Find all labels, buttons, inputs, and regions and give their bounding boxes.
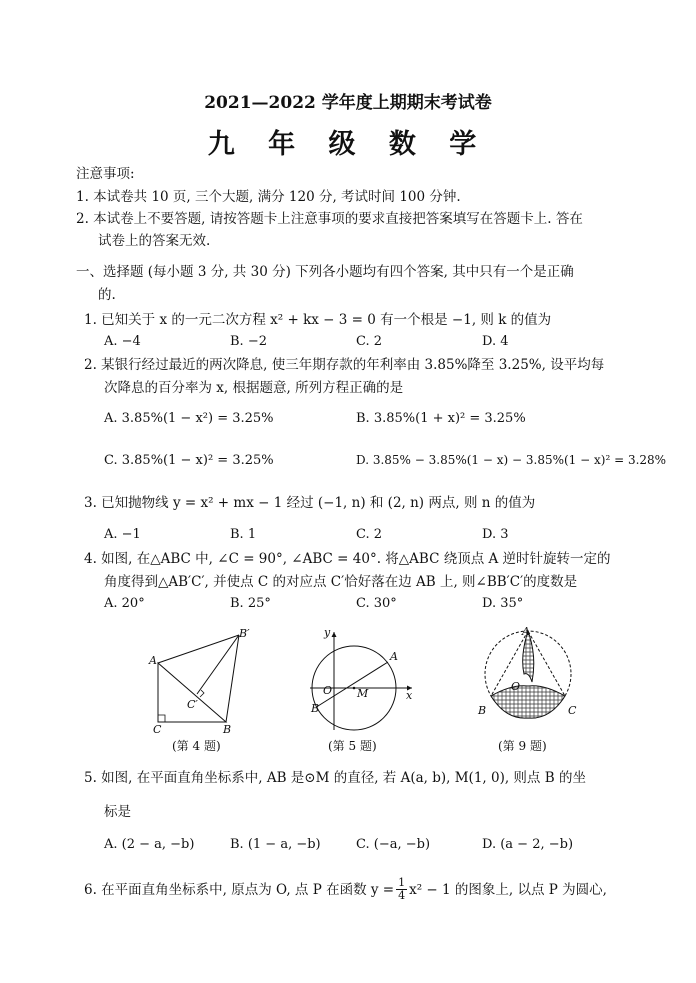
- q2-option-b: B. 3.85%(1 + x)² = 3.25%: [356, 411, 526, 426]
- q2-option-c: C. 3.85%(1 − x)² = 3.25%: [104, 453, 274, 468]
- figure-q9-shaded-circle: [472, 626, 582, 736]
- fig5-label-a: A: [390, 650, 398, 663]
- q1-option-d: D. 4: [482, 334, 509, 349]
- notice-item-1: 1. 本试卷共 10 页, 三个大题, 满分 120 分, 考试时间 100 分钟.: [76, 189, 461, 205]
- q5-option-b: B. (1 − a, −b): [230, 837, 321, 852]
- q4-option-b: B. 25°: [230, 596, 271, 611]
- caption-q4: (第 4 题): [172, 739, 221, 753]
- fig5-label-m: M: [357, 687, 369, 700]
- notice-heading: 注意事项:: [76, 166, 135, 182]
- q3-option-c: C. 2: [356, 527, 383, 542]
- question-3-stem: 3. 已知抛物线 y = x² + mx − 1 经过 (−1, n) 和 (2, n) 两点, 则 n 的值为: [84, 495, 536, 511]
- question-4-stem: 4. 如图, 在△ABC 中, ∠C = 90°, ∠ABC = 40°. 将△ABC 绕顶点 A 逆时针旋转一定的: [84, 551, 611, 567]
- q6-frac-den: 4: [398, 889, 406, 902]
- q6-fraction: [396, 877, 407, 902]
- q2-option-d: D. 3.85% − 3.85%(1 − x) − 3.85%(1 − x)² = 3.28%: [356, 453, 667, 467]
- fig5-label-x: x: [406, 689, 413, 702]
- q6-text-after: x² − 1 的图象上, 以点 P 为圆心,: [409, 881, 607, 898]
- q4-option-d: D. 35°: [482, 596, 524, 611]
- figure-q5-circle: [306, 626, 418, 736]
- question-4-stem-cont: 角度得到△AB′C′, 并使点 C 的对应点 C′恰好落在边 AB 上, 则∠BB′C′的度数是: [104, 574, 578, 590]
- fig9-label-o: O: [511, 680, 521, 693]
- caption-q9: (第 9 题): [498, 739, 547, 753]
- q2-option-a: A. 3.85%(1 − x²) = 3.25%: [104, 411, 274, 426]
- section-1-heading-cont: 的.: [98, 287, 116, 303]
- question-5-stem: 5. 如图, 在平面直角坐标系中, AB 是⊙M 的直径, 若 A(a, b), M(1, 0), 则点 B 的坐: [84, 770, 586, 786]
- caption-q5: (第 5 题): [328, 739, 377, 753]
- q4-option-c: C. 30°: [356, 596, 397, 611]
- q5-option-c: C. (−a, −b): [356, 837, 431, 852]
- fig4-label-b-prime: B′: [239, 627, 250, 640]
- q3-option-d: D. 3: [482, 527, 509, 542]
- q1-option-b: B. −2: [230, 334, 267, 349]
- q5-option-a: A. (2 − a, −b): [104, 837, 195, 852]
- q4-option-a: A. 20°: [104, 596, 145, 611]
- fig4-label-c-prime: C′: [187, 698, 198, 711]
- question-2-stem-cont: 次降息的百分率为 x, 根据题意, 所列方程正确的是: [104, 380, 404, 396]
- q6-frac-num: 1: [398, 876, 406, 889]
- question-6-stem: [84, 877, 607, 902]
- fig9-label-c: C: [568, 704, 577, 717]
- q1-option-c: C. 2: [356, 334, 383, 349]
- exam-title: 2021—2022 学年度上期期末考试卷: [204, 93, 492, 113]
- q5-option-d: D. (a − 2, −b): [482, 837, 574, 852]
- subject-title: 九 年 级 数 学: [207, 129, 489, 160]
- notice-item-2: 2. 本试卷上不要答题, 请按答题卡上注意事项的要求直接把答案填写在答题卡上. 答在: [76, 211, 583, 227]
- fig4-label-c: C: [153, 723, 162, 736]
- q3-option-a: A. −1: [104, 527, 141, 542]
- fig4-label-b: B: [223, 723, 232, 736]
- fig9-label-a: A: [522, 626, 530, 638]
- fig5-label-b: B: [311, 702, 320, 715]
- q3-option-b: B. 1: [230, 527, 257, 542]
- fig5-label-o: O: [323, 684, 333, 697]
- section-1-heading: 一、选择题 (每小题 3 分, 共 30 分) 下列各小题均有四个答案, 其中只有一个是正确: [76, 264, 574, 280]
- fig5-label-y: y: [324, 626, 331, 639]
- question-2-stem: 2. 某银行经过最近的两次降息, 使三年期存款的年利率由 3.85%降至 3.25%, 设平均每: [84, 357, 605, 373]
- q6-text-before: 6. 在平面直角坐标系中, 原点为 O, 点 P 在函数 y =: [84, 881, 395, 898]
- q1-option-a: A. −4: [104, 334, 141, 349]
- figure-q4-triangle: [140, 626, 260, 736]
- question-5-stem-cont: 标是: [104, 804, 131, 820]
- fig4-label-a: A: [149, 654, 157, 667]
- question-1-stem: 1. 已知关于 x 的一元二次方程 x² + kx − 3 = 0 有一个根是 −1, 则 k 的值为: [84, 312, 552, 328]
- notice-item-2-cont: 试卷上的答案无效.: [98, 233, 211, 249]
- fig9-label-b: B: [478, 704, 487, 717]
